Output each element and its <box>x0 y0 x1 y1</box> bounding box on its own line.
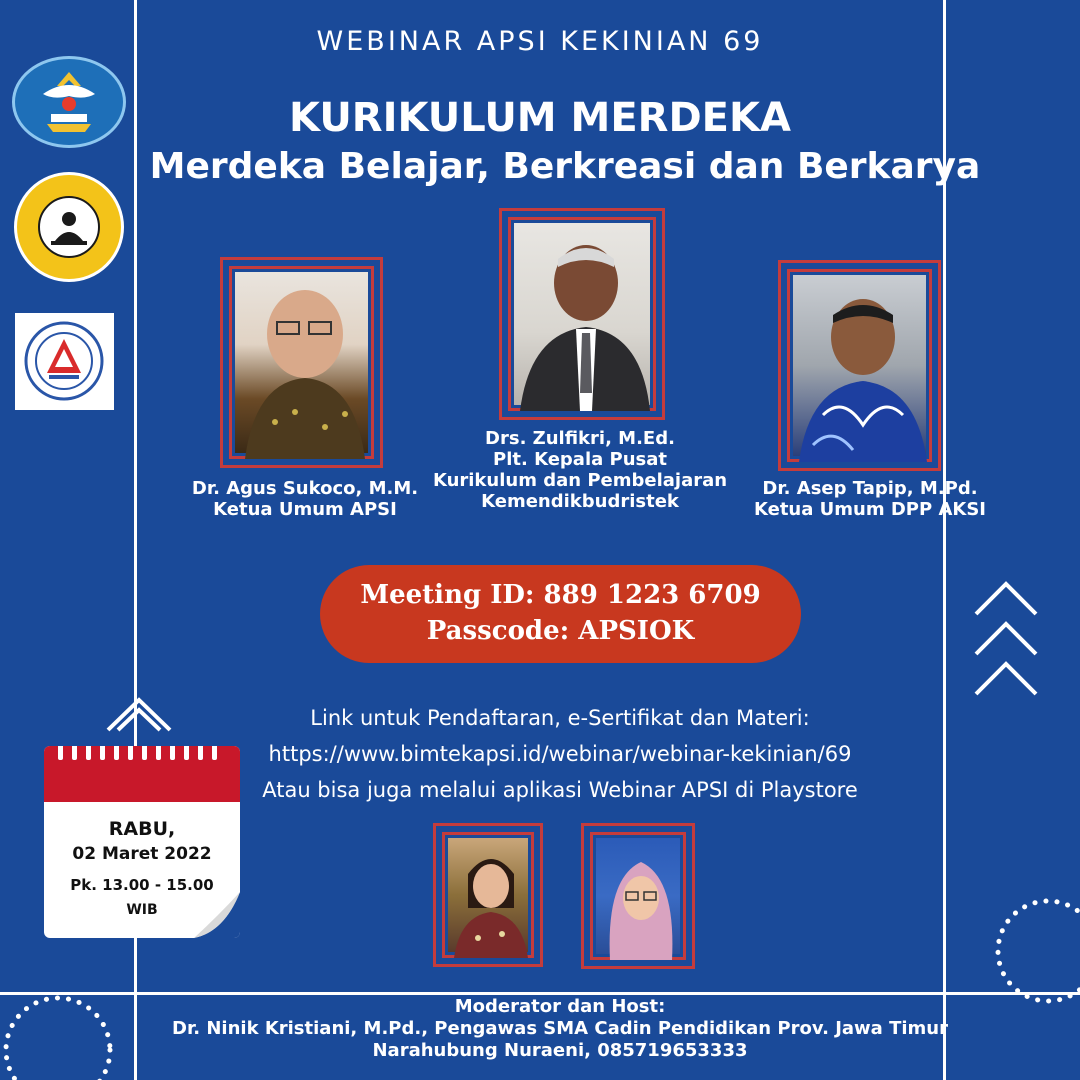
speaker-1-role: Ketua Umum APSI <box>213 499 397 520</box>
speaker-1-name: Dr. Agus Sukoco, M.M. <box>191 478 419 499</box>
calendar-day: RABU, <box>108 818 176 840</box>
chevrons-up-icon <box>970 570 1042 710</box>
speaker-3-caption <box>740 478 1000 520</box>
calendar-timezone: WIB <box>126 902 158 918</box>
page-curl-icon <box>194 892 240 938</box>
speaker-photo-agus <box>235 272 368 453</box>
date-calendar <box>44 746 240 938</box>
garuda-emblem-icon <box>29 66 109 138</box>
playstore-note: Atau bisa juga melalui aplikasi Webinar APSI di Playstore <box>262 778 858 802</box>
registration-label: Link untuk Pendaftaran, e-Sertifikat dan Materi: <box>310 706 810 730</box>
moderator-photo-frame-1 <box>433 823 543 967</box>
moderator-photo-1 <box>448 838 528 952</box>
moderator-photo-frame-2 <box>581 823 695 969</box>
speaker-3-role: Ketua Umum DPP AKSI <box>753 499 986 520</box>
meeting-id: Meeting ID: 889 1223 6709 <box>360 580 761 610</box>
aksi-logo <box>15 313 114 410</box>
aksi-emblem-icon <box>15 313 114 410</box>
speaker-photo-frame-1 <box>220 257 383 468</box>
calendar-date: 02 Maret 2022 <box>72 844 212 864</box>
tut-wuri-handayani-logo <box>12 56 126 148</box>
apsi-emblem-icon <box>25 183 113 271</box>
meeting-info-pill <box>320 565 801 663</box>
speaker-2-caption <box>420 428 740 512</box>
speaker-2-role-3: Kemendikbudristek <box>481 491 679 512</box>
speaker-1-caption <box>180 478 430 520</box>
speaker-photo-frame-3 <box>778 260 941 471</box>
speaker-photo-asep <box>793 275 926 456</box>
speaker-photo-frame-2 <box>499 208 665 420</box>
speaker-photo-zulfikri <box>514 223 650 405</box>
speaker-2-name: Drs. Zulfikri, M.Ed. <box>485 428 675 449</box>
speaker-3-name: Dr. Asep Tapip, M.Pd. <box>762 478 978 499</box>
footer-credits <box>0 996 1080 1062</box>
headline: KURIKULUM MERDEKA <box>289 95 791 141</box>
divider-bottom <box>0 992 1080 995</box>
footer-moderator-name: Dr. Ninik Kristiani, M.Pd., Pengawas SMA Cadin Pendidikan Prov. Jawa Timur <box>172 1018 948 1039</box>
chevron-up-icon <box>104 690 174 740</box>
footer-contact: Narahubung Nuraeni, 085719653333 <box>372 1040 748 1061</box>
registration-link[interactable]: https://www.bimtekapsi.id/webinar/webinar-kekinian/69 <box>268 742 852 766</box>
moderator-photo-2 <box>596 838 680 954</box>
calendar-time: Pk. 13.00 - 15.00 <box>70 876 214 894</box>
footer-moderator-label: Moderator dan Host: <box>454 996 666 1017</box>
dotted-circle-decoration-right <box>988 896 1080 1006</box>
speaker-2-role-1: Plt. Kepala Pusat <box>493 449 667 470</box>
apsi-logo <box>14 172 124 282</box>
calendar-rings-icon <box>56 746 228 764</box>
meeting-passcode: Passcode: APSIOK <box>426 616 695 646</box>
speaker-2-role-2: Kurikulum dan Pembelajaran <box>432 470 728 491</box>
registration-info <box>240 700 880 808</box>
subheadline: Merdeka Belajar, Berkreasi dan Berkarya <box>149 146 981 187</box>
event-title: WEBINAR APSI KEKINIAN 69 <box>316 26 764 57</box>
